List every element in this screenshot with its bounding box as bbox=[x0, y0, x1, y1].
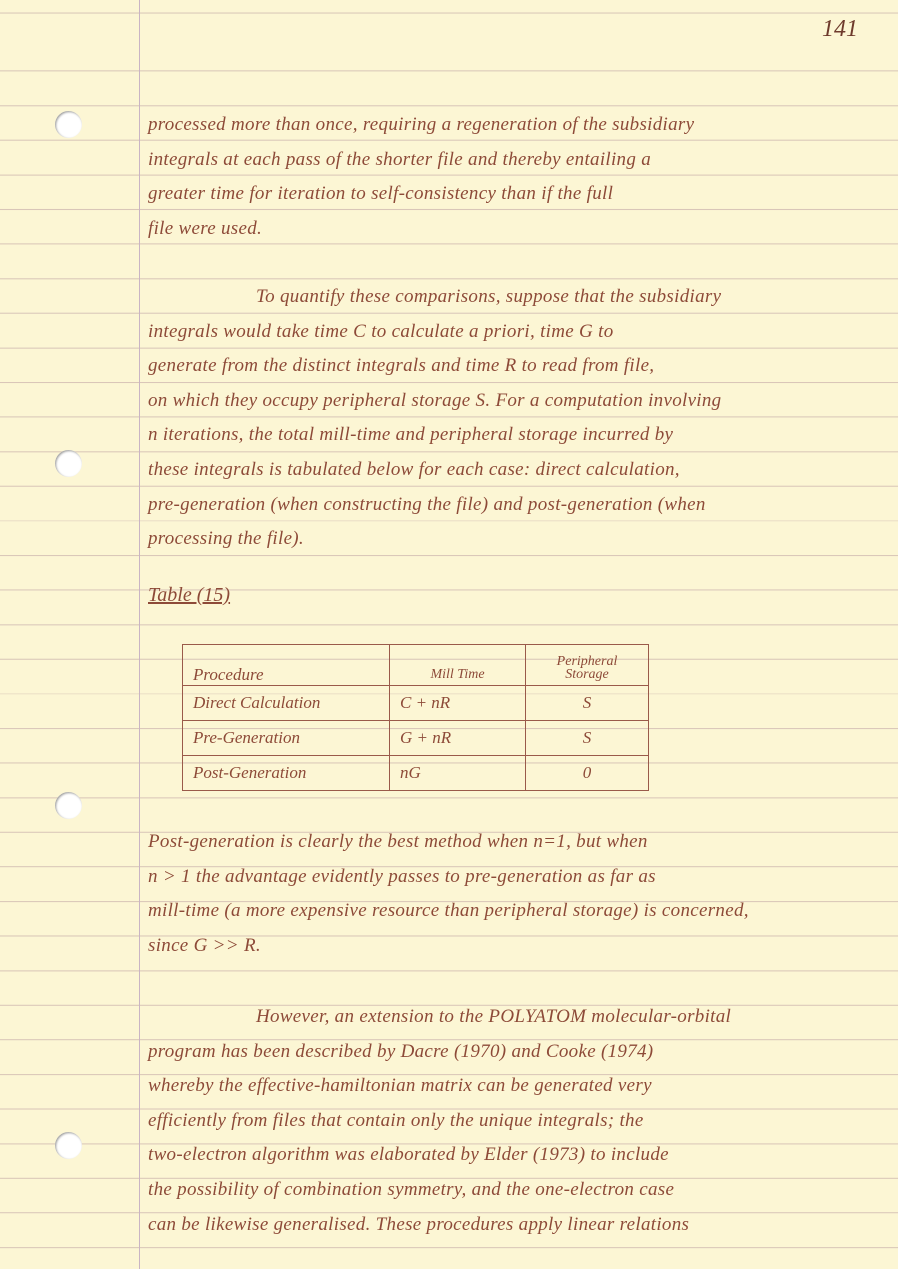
text-line: whereby the effective-hamiltonian matrix can be generated very bbox=[148, 1075, 652, 1097]
text-line: can be likewise generalised. These procedures apply linear relations bbox=[148, 1213, 690, 1235]
header-procedure: Procedure bbox=[183, 645, 390, 686]
text-line: program has been described by Dacre (1970) and Cooke (1974) bbox=[148, 1040, 654, 1062]
paragraph-4 bbox=[148, 1000, 731, 1242]
cell: S bbox=[526, 721, 649, 756]
table-header-row bbox=[183, 645, 649, 686]
cell: Post-Generation bbox=[183, 756, 390, 791]
header-mill-time: Mill Time bbox=[390, 645, 526, 686]
table-row bbox=[183, 686, 649, 721]
text-line: n > 1 the advantage evidently passes to pre-generation as far as bbox=[148, 865, 656, 887]
text-line: processed more than once, requiring a regeneration of the subsidiary bbox=[148, 114, 695, 135]
margin-line bbox=[139, 0, 140, 1269]
punch-hole bbox=[55, 792, 82, 819]
cell: C + nR bbox=[390, 686, 526, 721]
paragraph-3 bbox=[148, 825, 749, 963]
procedure-table bbox=[182, 644, 649, 791]
table-title: Table (15) bbox=[148, 584, 231, 606]
text-line: greater time for iteration to self-consistency than if the full bbox=[148, 183, 614, 205]
text-line: mill-time (a more expensive resource than peripheral storage) is concerned, bbox=[148, 900, 749, 922]
text-line: processing the file). bbox=[148, 528, 304, 550]
text-line: integrals at each pass of the shorter file and thereby entailing a bbox=[148, 148, 652, 170]
text-line: efficiently from files that contain only the unique integrals; the bbox=[148, 1109, 644, 1131]
text-line: file were used. bbox=[148, 217, 263, 239]
page-number: 141 bbox=[822, 16, 858, 42]
table-row bbox=[183, 756, 649, 791]
text-line: the possibility of combination symmetry, and the one-electron case bbox=[148, 1178, 675, 1200]
text-line: since G >> R. bbox=[148, 934, 261, 956]
cell: S bbox=[526, 686, 649, 721]
text-line: these integrals is tabulated below for each case: direct calculation, bbox=[148, 458, 680, 480]
paragraph-2 bbox=[148, 280, 721, 557]
punch-hole bbox=[55, 1132, 82, 1159]
cell: 0 bbox=[526, 756, 649, 791]
text-line: Post-generation is clearly the best method when n=1, but when bbox=[148, 831, 648, 852]
text-line: two-electron algorithm was elaborated by Elder (1973) to include bbox=[148, 1144, 669, 1166]
text-line: To quantify these comparisons, suppose that the subsidiary bbox=[256, 286, 722, 307]
header-peripheral-storage: Peripheral Storage bbox=[526, 645, 649, 686]
cell: nG bbox=[390, 756, 526, 791]
paragraph-1 bbox=[148, 108, 694, 246]
text-line: generate from the distinct integrals and time R to read from file, bbox=[148, 355, 655, 377]
punch-hole bbox=[55, 450, 82, 477]
cell: Direct Calculation bbox=[183, 686, 390, 721]
cell: G + nR bbox=[390, 721, 526, 756]
text-line: pre-generation (when constructing the file) and post-generation (when bbox=[148, 493, 706, 515]
text-line: integrals would take time C to calculate a priori, time G to bbox=[148, 320, 614, 342]
text-line: However, an extension to the POLYATOM molecular-orbital bbox=[256, 1006, 732, 1027]
punch-hole bbox=[55, 111, 82, 138]
table-row bbox=[183, 721, 649, 756]
text-line: n iterations, the total mill-time and peripheral storage incurred by bbox=[148, 424, 674, 446]
text-line: on which they occupy peripheral storage S. For a computation involving bbox=[148, 389, 722, 411]
cell: Pre-Generation bbox=[183, 721, 390, 756]
